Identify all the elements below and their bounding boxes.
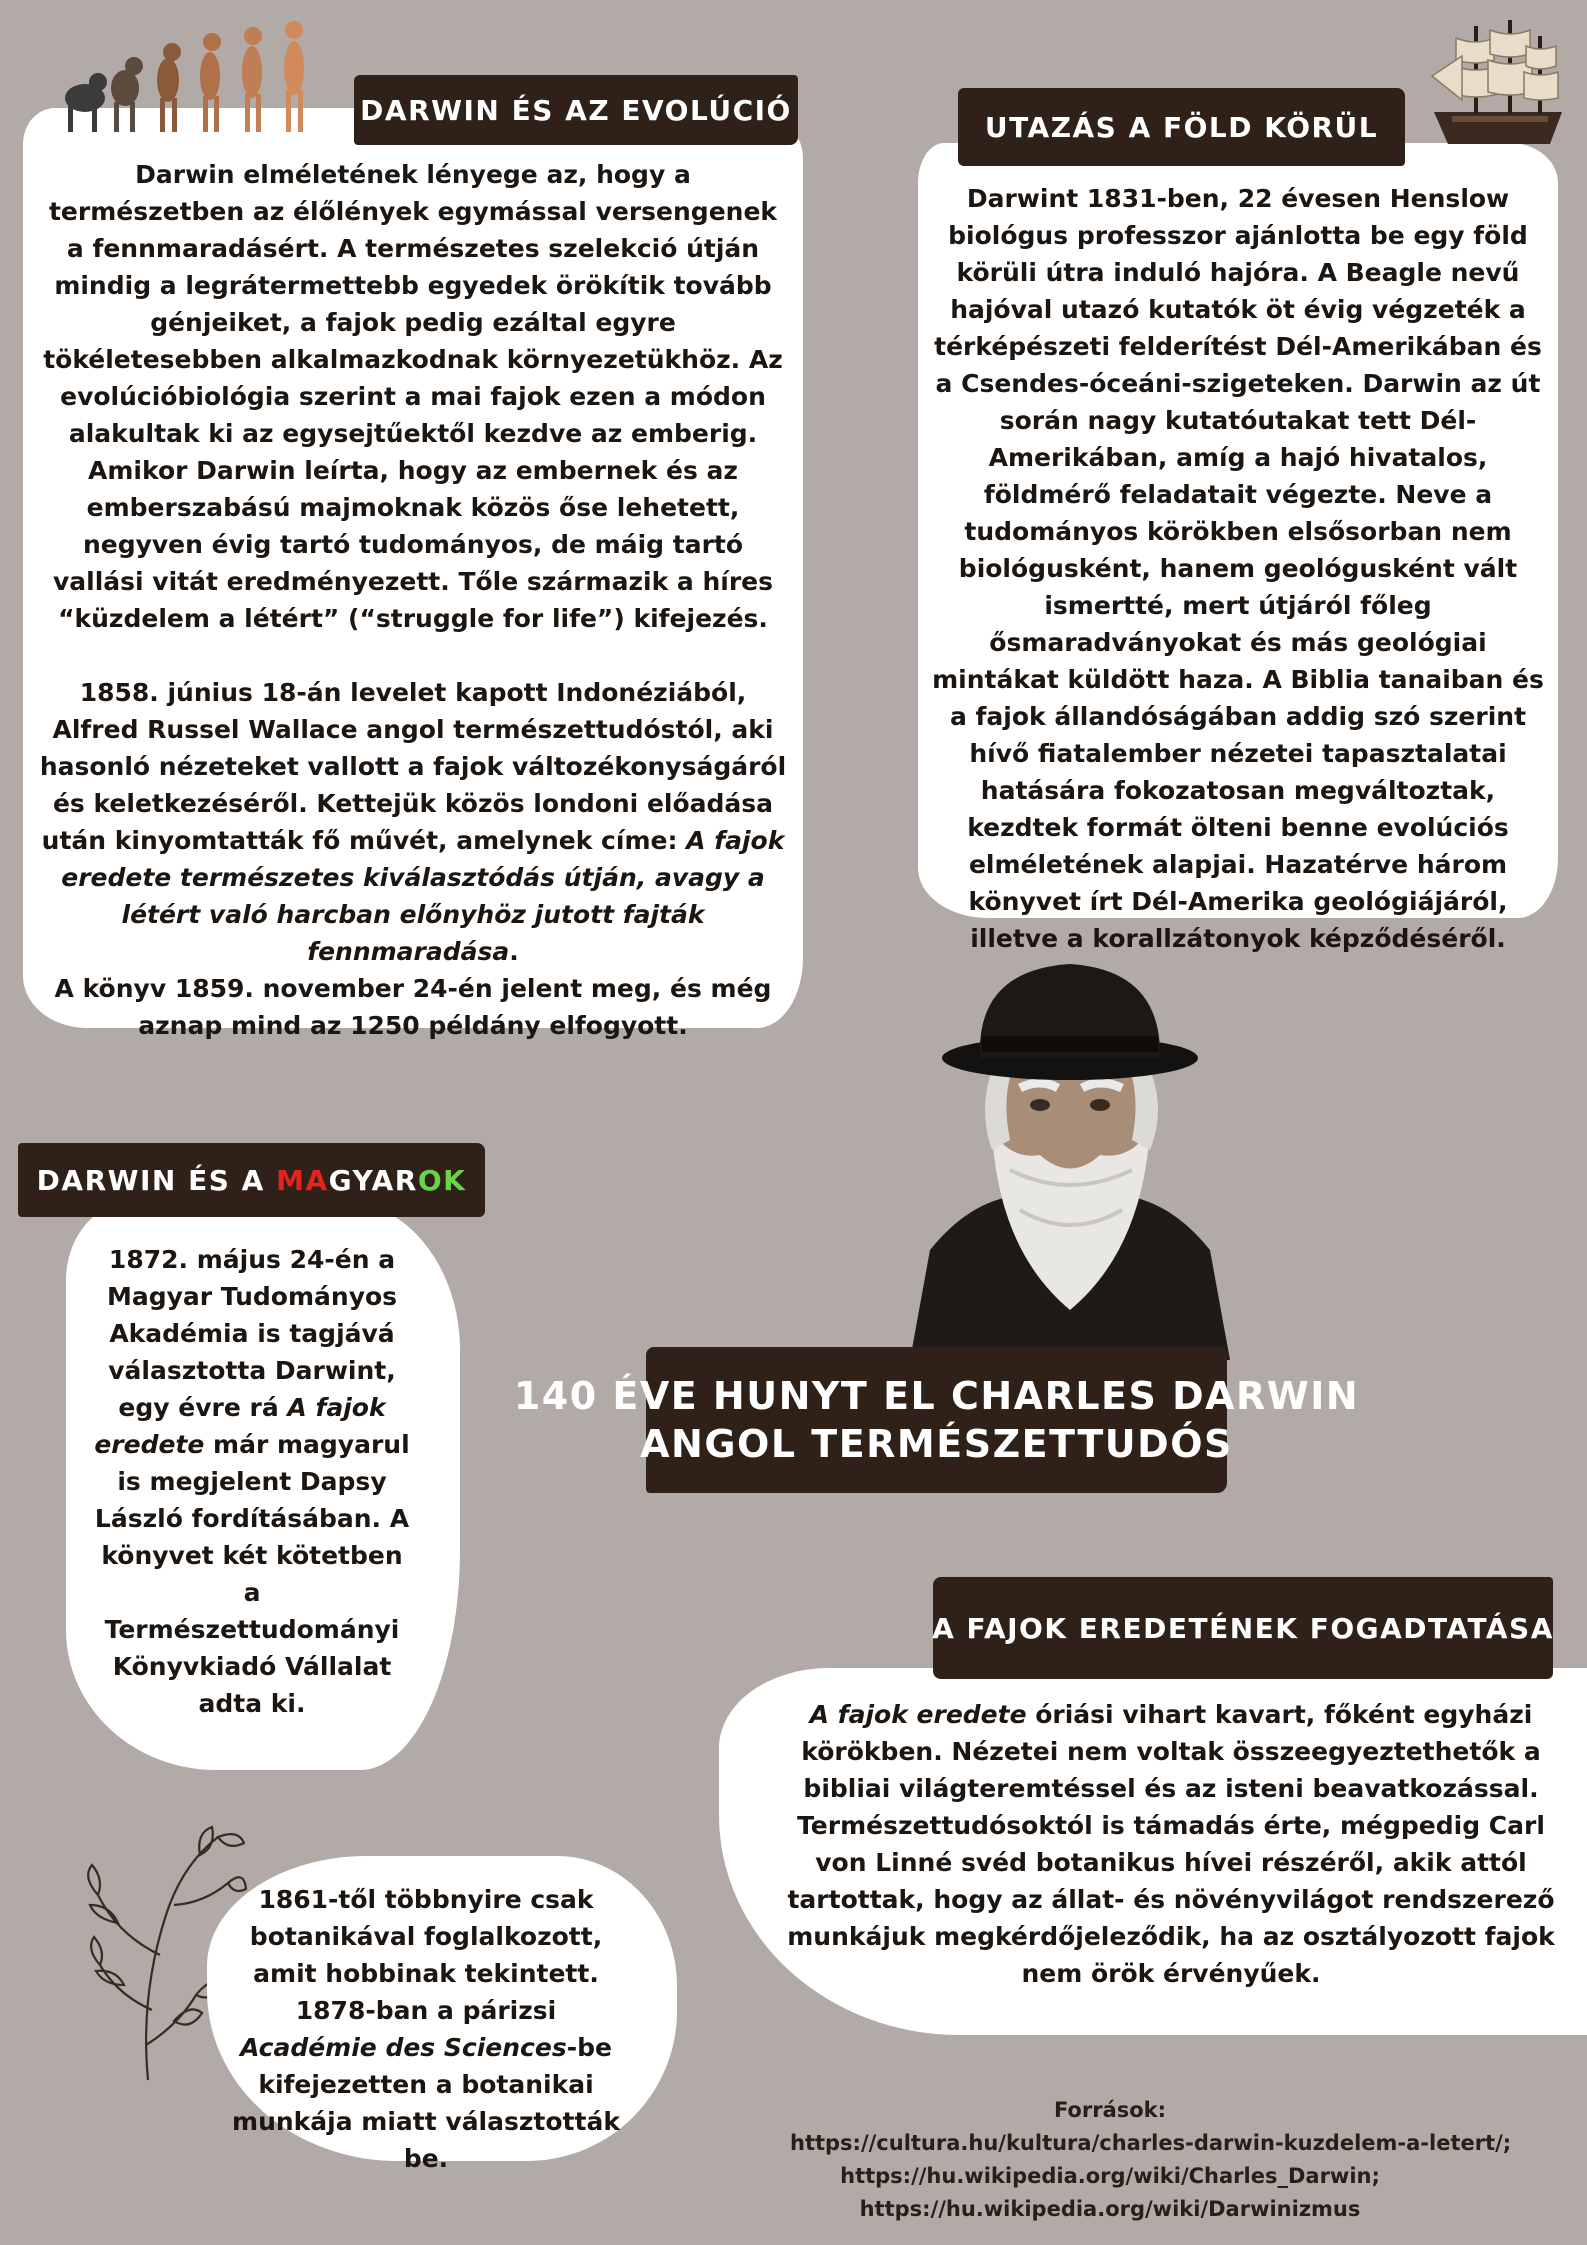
voyage-heading bbox=[958, 88, 1405, 166]
sources-label: Források: bbox=[1053, 2098, 1167, 2122]
reception-text bbox=[784, 1696, 1558, 1992]
hungarians-text bbox=[92, 1241, 412, 1722]
evolution-heading bbox=[354, 75, 798, 145]
reception-book-title: A fajok eredete bbox=[809, 1700, 1027, 1729]
evolution-heading-text: DARWIN ÉS AZ EVOLÚCIÓ bbox=[360, 93, 792, 127]
sources bbox=[790, 2094, 1512, 2226]
evolution-icon bbox=[60, 10, 350, 140]
origin-of-species-title: A fajok eredete természetes kiválasztódás útján, avagy a létért való harcban előnyhöz jutott fajták fennmaradása bbox=[61, 826, 785, 966]
main-title-line-2: ANGOL TERMÉSZETTUDÓS bbox=[640, 1422, 1233, 1466]
hungarians-heading-text: DARWIN ÉS A MAGYAROK bbox=[36, 1163, 467, 1197]
hungarians-heading bbox=[18, 1143, 485, 1217]
evolution-text bbox=[37, 156, 789, 1044]
evolution-paragraph-3: A könyv 1859. november 24-én jelent meg, és még aznap mind az 1250 példány elfogyott. bbox=[54, 974, 772, 1040]
reception-heading-text: A FAJOK EREDETÉNEK FOGADTATÁSA bbox=[932, 1611, 1554, 1645]
source-link[interactable]: https://cultura.hu/kultura/charles-darwin-kuzdelem-a-letert/; bbox=[790, 2131, 1512, 2155]
main-title-line-1: 140 ÉVE HUNYT EL CHARLES DARWIN bbox=[513, 1374, 1360, 1418]
sailing-ship-icon bbox=[1422, 16, 1572, 156]
darwin-portrait-icon bbox=[900, 950, 1240, 1360]
evolution-paragraph-2: 1858. június 18-án levelet kapott Indonéziából, Alfred Russel Wallace angol természettudóstól, aki hasonló nézeteket vallott a fajok változékonyságáról és keletkezéséről. Kettejük közös londoni előadása után kinyomtatták fő művét, amelynek címe: A fajok eredete természetes kiválasztódás útján, avagy a létért való harcban előnyhöz jutott fajták fennmaradása. bbox=[39, 678, 787, 966]
source-link[interactable]: https://hu.wikipedia.org/wiki/Darwinizmus bbox=[859, 2197, 1361, 2221]
evolution-paragraph-1: Darwin elméletének lényege az, hogy a természetben az élőlények egymással versengenek a fennmaradásért. A természetes szelekció útján mindig a legrátermettebb egyedek örökítik tovább génjeiket, a fajok pedig ezáltal egyre tökéletesebben alkalmazkodnak környezetükhöz. Az evolúcióbiológia szerint a mai fajok ezen a módon alakultak ki az egysejtűektől kezdve az emberig. Amikor Darwin leírta, hogy az embernek és az emberszabású majmoknak közös őse lehetett, negyven évig tartó tudományos, de máig tartó vallási vitát eredményezett. Tőle származik a híres “küzdelem a létért” (“struggle for life”) kifejezés. bbox=[43, 160, 783, 633]
botany-paragraph: 1861-től többnyire csak botanikával foglalkozott, amit hobbinak tekintett. 1878-ban a párizsi Académie des Sciences-be kifejezetten a botanikai munkája miatt választották be. bbox=[232, 1885, 620, 2173]
reception-paragraph: A fajok eredete óriási vihart kavart, főként egyházi körökben. Nézetei nem voltak összeegyeztethetők a bibliai világteremtéssel és az isteni beavatkozással. Természettudósoktól is támadás érte, mégpedig Carl von Linné svéd botanikus hívei részéről, akik attól tartottak, hogy az állat- és növényvilágot rendszerező munkájuk megkérdőjeleződik, ha az osztályozott fajok nem örök érvényűek. bbox=[787, 1700, 1555, 1988]
botany-text bbox=[225, 1881, 627, 2177]
voyage-paragraph: Darwint 1831-ben, 22 évesen Henslow biológus professzor ajánlotta be egy föld körüli útra induló hajóra. A Beagle nevű hajóval utazó kutatók öt évig végzeték a térképészeti felderítést Dél-Amerikában és a Csendes-óceáni-szigeteken. Darwin az út során nagy kutatóutakat tett Dél-Amerikában, amíg a hajó hivatalos, földmérő feladatait végezte. Neve a tudományos körökben elsősorban nem biológusként, hanem geológusként vált ismertté, mert útjáról főleg ősmaradványokat és más geológiai mintákat küldött haza. A Biblia tanaiban és a fajok állandóságában addig szó szerint hívő fiatalember nézetei tapasztalatai hatására fokozatosan megváltoztak, kezdtek formát ölteni benne evolúciós elméletének alapjai. Hazatérve három könyvet írt Dél-Amerika geológiájáról, illetve a korallzátonyok képződéséről. bbox=[932, 184, 1544, 953]
voyage-heading-text: UTAZÁS A FÖLD KÖRÜL bbox=[984, 110, 1379, 144]
reception-heading bbox=[933, 1577, 1553, 1679]
hungarians-book-title: A fajok eredete bbox=[94, 1393, 386, 1459]
academie-name: Académie des Sciences bbox=[240, 2033, 567, 2062]
voyage-text bbox=[930, 180, 1546, 957]
main-title-banner bbox=[513, 1347, 1360, 1493]
source-link[interactable]: https://hu.wikipedia.org/wiki/Charles_Darwin; bbox=[840, 2164, 1380, 2188]
hungarians-paragraph: 1872. május 24-én a Magyar Tudományos Akadémia is tagjává választotta Darwint, egy évre rá A fajok eredete már magyarul is megjelent Dapsy László fordításában. A könyvet két kötetben a Természettudományi Könyvkiadó Vállalat adta ki. bbox=[94, 1245, 410, 1718]
